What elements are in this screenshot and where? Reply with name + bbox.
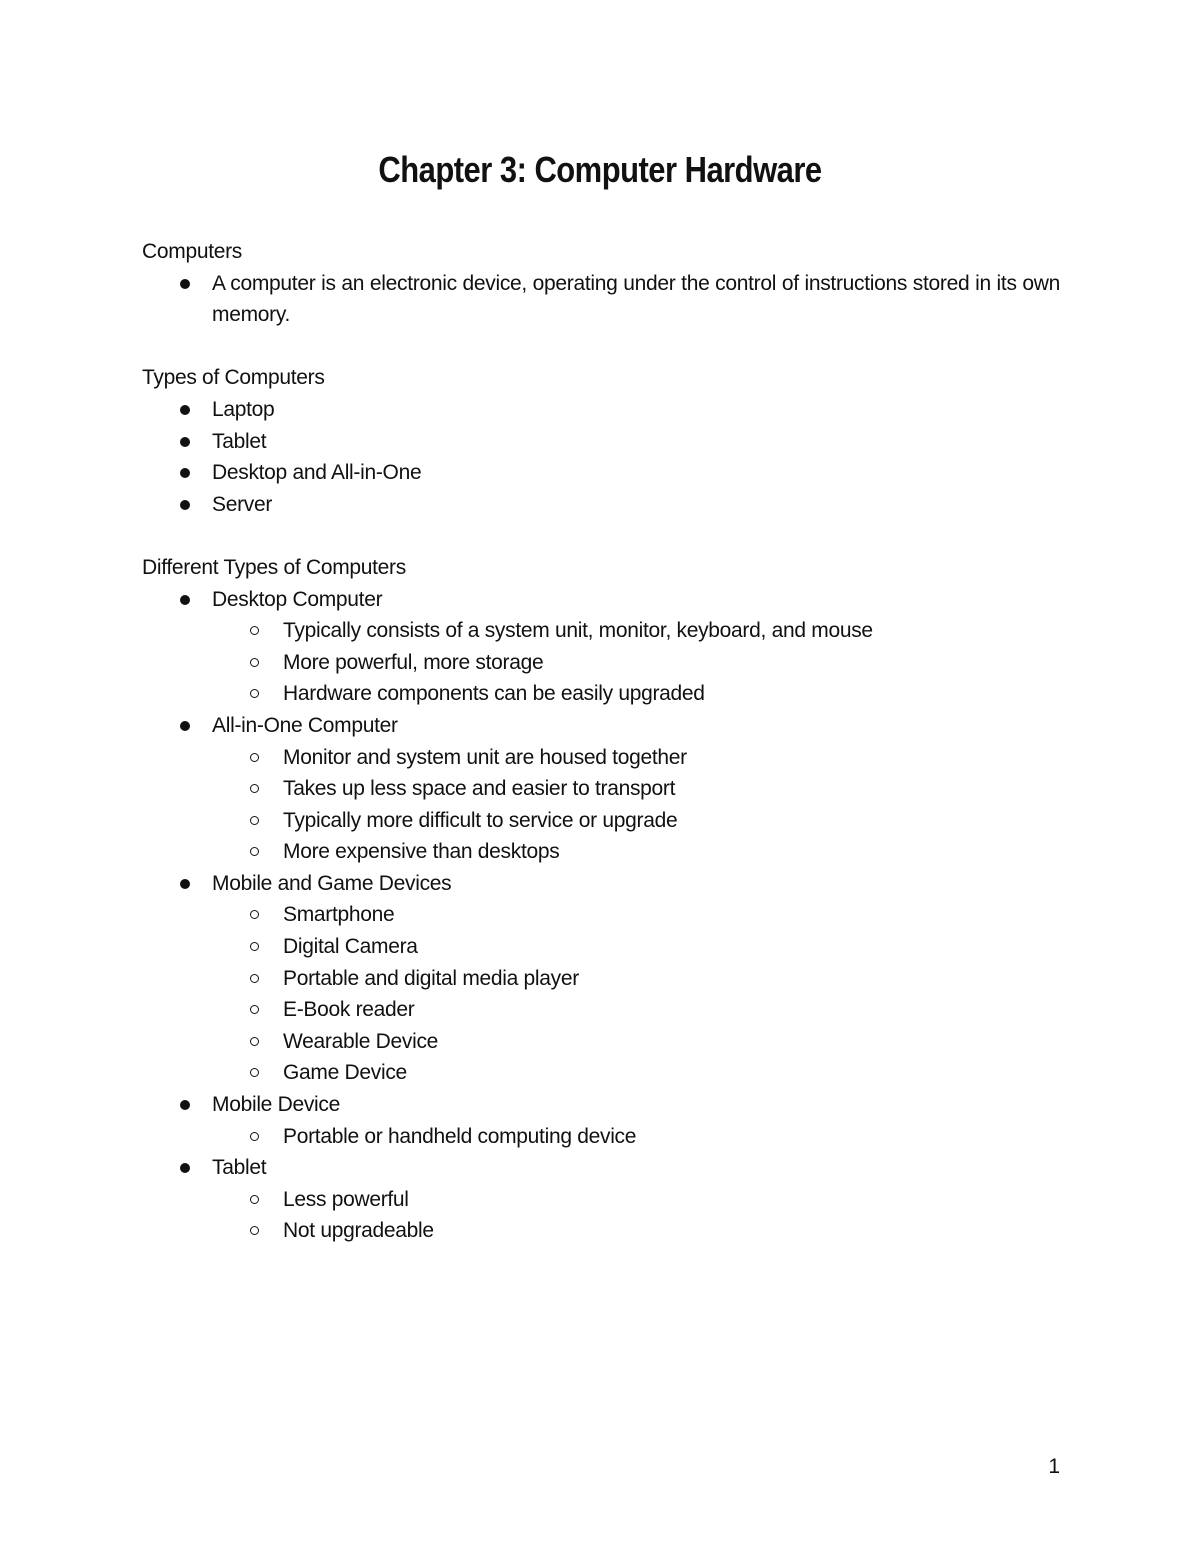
sub-list-item-text: E-Book reader [283, 998, 415, 1022]
sub-list-item [142, 963, 1062, 995]
sub-list [212, 1184, 1062, 1247]
bullet-dot-icon [180, 879, 190, 889]
sub-list-item-text: Monitor and system unit are housed together [283, 745, 687, 769]
sub-list-item [142, 931, 1062, 963]
list-item [142, 1089, 1062, 1152]
bullet-circle-icon [250, 658, 259, 667]
section-heading: Different Types of Computers [142, 555, 406, 579]
bullet-dot-icon [180, 279, 190, 289]
sub-list-item [142, 615, 1062, 647]
sub-list-item-text: Hardware components can be easily upgraded [283, 682, 705, 706]
bullet-circle-icon [250, 1068, 259, 1077]
sub-list-item-text: More expensive than desktops [283, 840, 560, 864]
list-item-text: A computer is an electronic device, operating under the control of instructions stored in its own memory. [212, 271, 1060, 327]
sub-list [212, 615, 1062, 710]
bullet-circle-icon [250, 942, 259, 951]
bullet-dot-icon [180, 721, 190, 731]
bullet-circle-icon [250, 753, 259, 762]
bullet-circle-icon [250, 1037, 259, 1046]
bullet-circle-icon [250, 974, 259, 983]
list-item [142, 584, 1062, 710]
sub-list-item-text: More powerful, more storage [283, 650, 544, 674]
section-heading: Types of Computers [142, 366, 325, 390]
list-item-text: Desktop Computer [212, 587, 383, 611]
sub-list-item-text: Portable and digital media player [283, 966, 579, 990]
sub-list-item [142, 1121, 1062, 1153]
list-item [142, 268, 1060, 331]
sub-list-item-text: Typically more difficult to service or upgrade [283, 808, 678, 832]
page-number: 1 [1048, 1455, 1060, 1478]
bullet-list [142, 584, 1062, 1247]
sub-list-item-text: Portable or handheld computing device [283, 1124, 637, 1148]
section-spacer [142, 331, 1062, 363]
bullet-circle-icon [250, 847, 259, 856]
bullet-dot-icon [180, 500, 190, 510]
bullet-dot-icon [180, 1163, 190, 1173]
list-item [142, 489, 1062, 521]
sub-list [212, 1121, 1062, 1153]
section-heading: Computers [142, 240, 243, 263]
list-item-text: All-in-One Computer [212, 713, 398, 737]
sub-list-item [142, 647, 1062, 679]
list-item [142, 457, 1062, 489]
bullet-list [142, 394, 1062, 520]
sub-list-item-text: Takes up less space and easier to transport [283, 777, 676, 801]
bullet-dot-icon [180, 468, 190, 478]
list-item-text: Tablet [212, 429, 267, 453]
list-item-text: Tablet [212, 1156, 267, 1180]
sub-list-item [142, 1215, 1062, 1247]
bullet-dot-icon [180, 405, 190, 415]
sub-list-item-text: Game Device [283, 1061, 407, 1085]
list-item [142, 1152, 1062, 1247]
bullet-circle-icon [250, 1195, 259, 1204]
sub-list-item [142, 899, 1062, 931]
sub-list-item [142, 1026, 1062, 1058]
bullet-circle-icon [250, 816, 259, 825]
bullet-circle-icon [250, 689, 259, 698]
bullet-circle-icon [250, 626, 259, 635]
list-item-text: Mobile and Game Devices [212, 871, 452, 895]
sub-list-item [142, 678, 1062, 710]
sub-list [212, 899, 1062, 1089]
sub-list-item [142, 836, 1062, 868]
sub-list-item-text: Less powerful [283, 1187, 409, 1211]
list-item-text: Server [212, 492, 273, 516]
bullet-circle-icon [250, 784, 259, 793]
bullet-circle-icon [250, 910, 259, 919]
page-title: Chapter 3: Computer Hardware [378, 149, 822, 190]
sub-list-item-text: Smartphone [283, 903, 395, 927]
bullet-circle-icon [250, 1005, 259, 1014]
list-item-text: Desktop and All-in-One [212, 461, 422, 485]
list-item-text: Mobile Device [212, 1093, 340, 1117]
sub-list-item [142, 1184, 1062, 1216]
document-body [142, 236, 1062, 1247]
bullet-dot-icon [180, 595, 190, 605]
sub-list [212, 742, 1062, 868]
sub-list-item [142, 742, 1062, 774]
bullet-circle-icon [250, 1132, 259, 1141]
sub-list-item [142, 773, 1062, 805]
bullet-list [142, 268, 1062, 331]
list-item-text: Laptop [212, 397, 275, 421]
list-item [142, 868, 1062, 1089]
list-item [142, 426, 1062, 458]
sub-list-item-text: Not upgradeable [283, 1219, 434, 1243]
bullet-dot-icon [180, 1100, 190, 1110]
bullet-dot-icon [180, 437, 190, 447]
sub-list-item-text: Wearable Device [283, 1029, 439, 1053]
sub-list-item [142, 994, 1062, 1026]
bullet-circle-icon [250, 1226, 259, 1235]
sub-list-item-text: Digital Camera [283, 935, 418, 959]
sub-list-item-text: Typically consists of a system unit, monitor, keyboard, and mouse [283, 619, 873, 643]
section-spacer [142, 520, 1062, 552]
list-item [142, 394, 1062, 426]
sub-list-item [142, 805, 1062, 837]
list-item [142, 710, 1062, 868]
sub-list-item [142, 1057, 1062, 1089]
